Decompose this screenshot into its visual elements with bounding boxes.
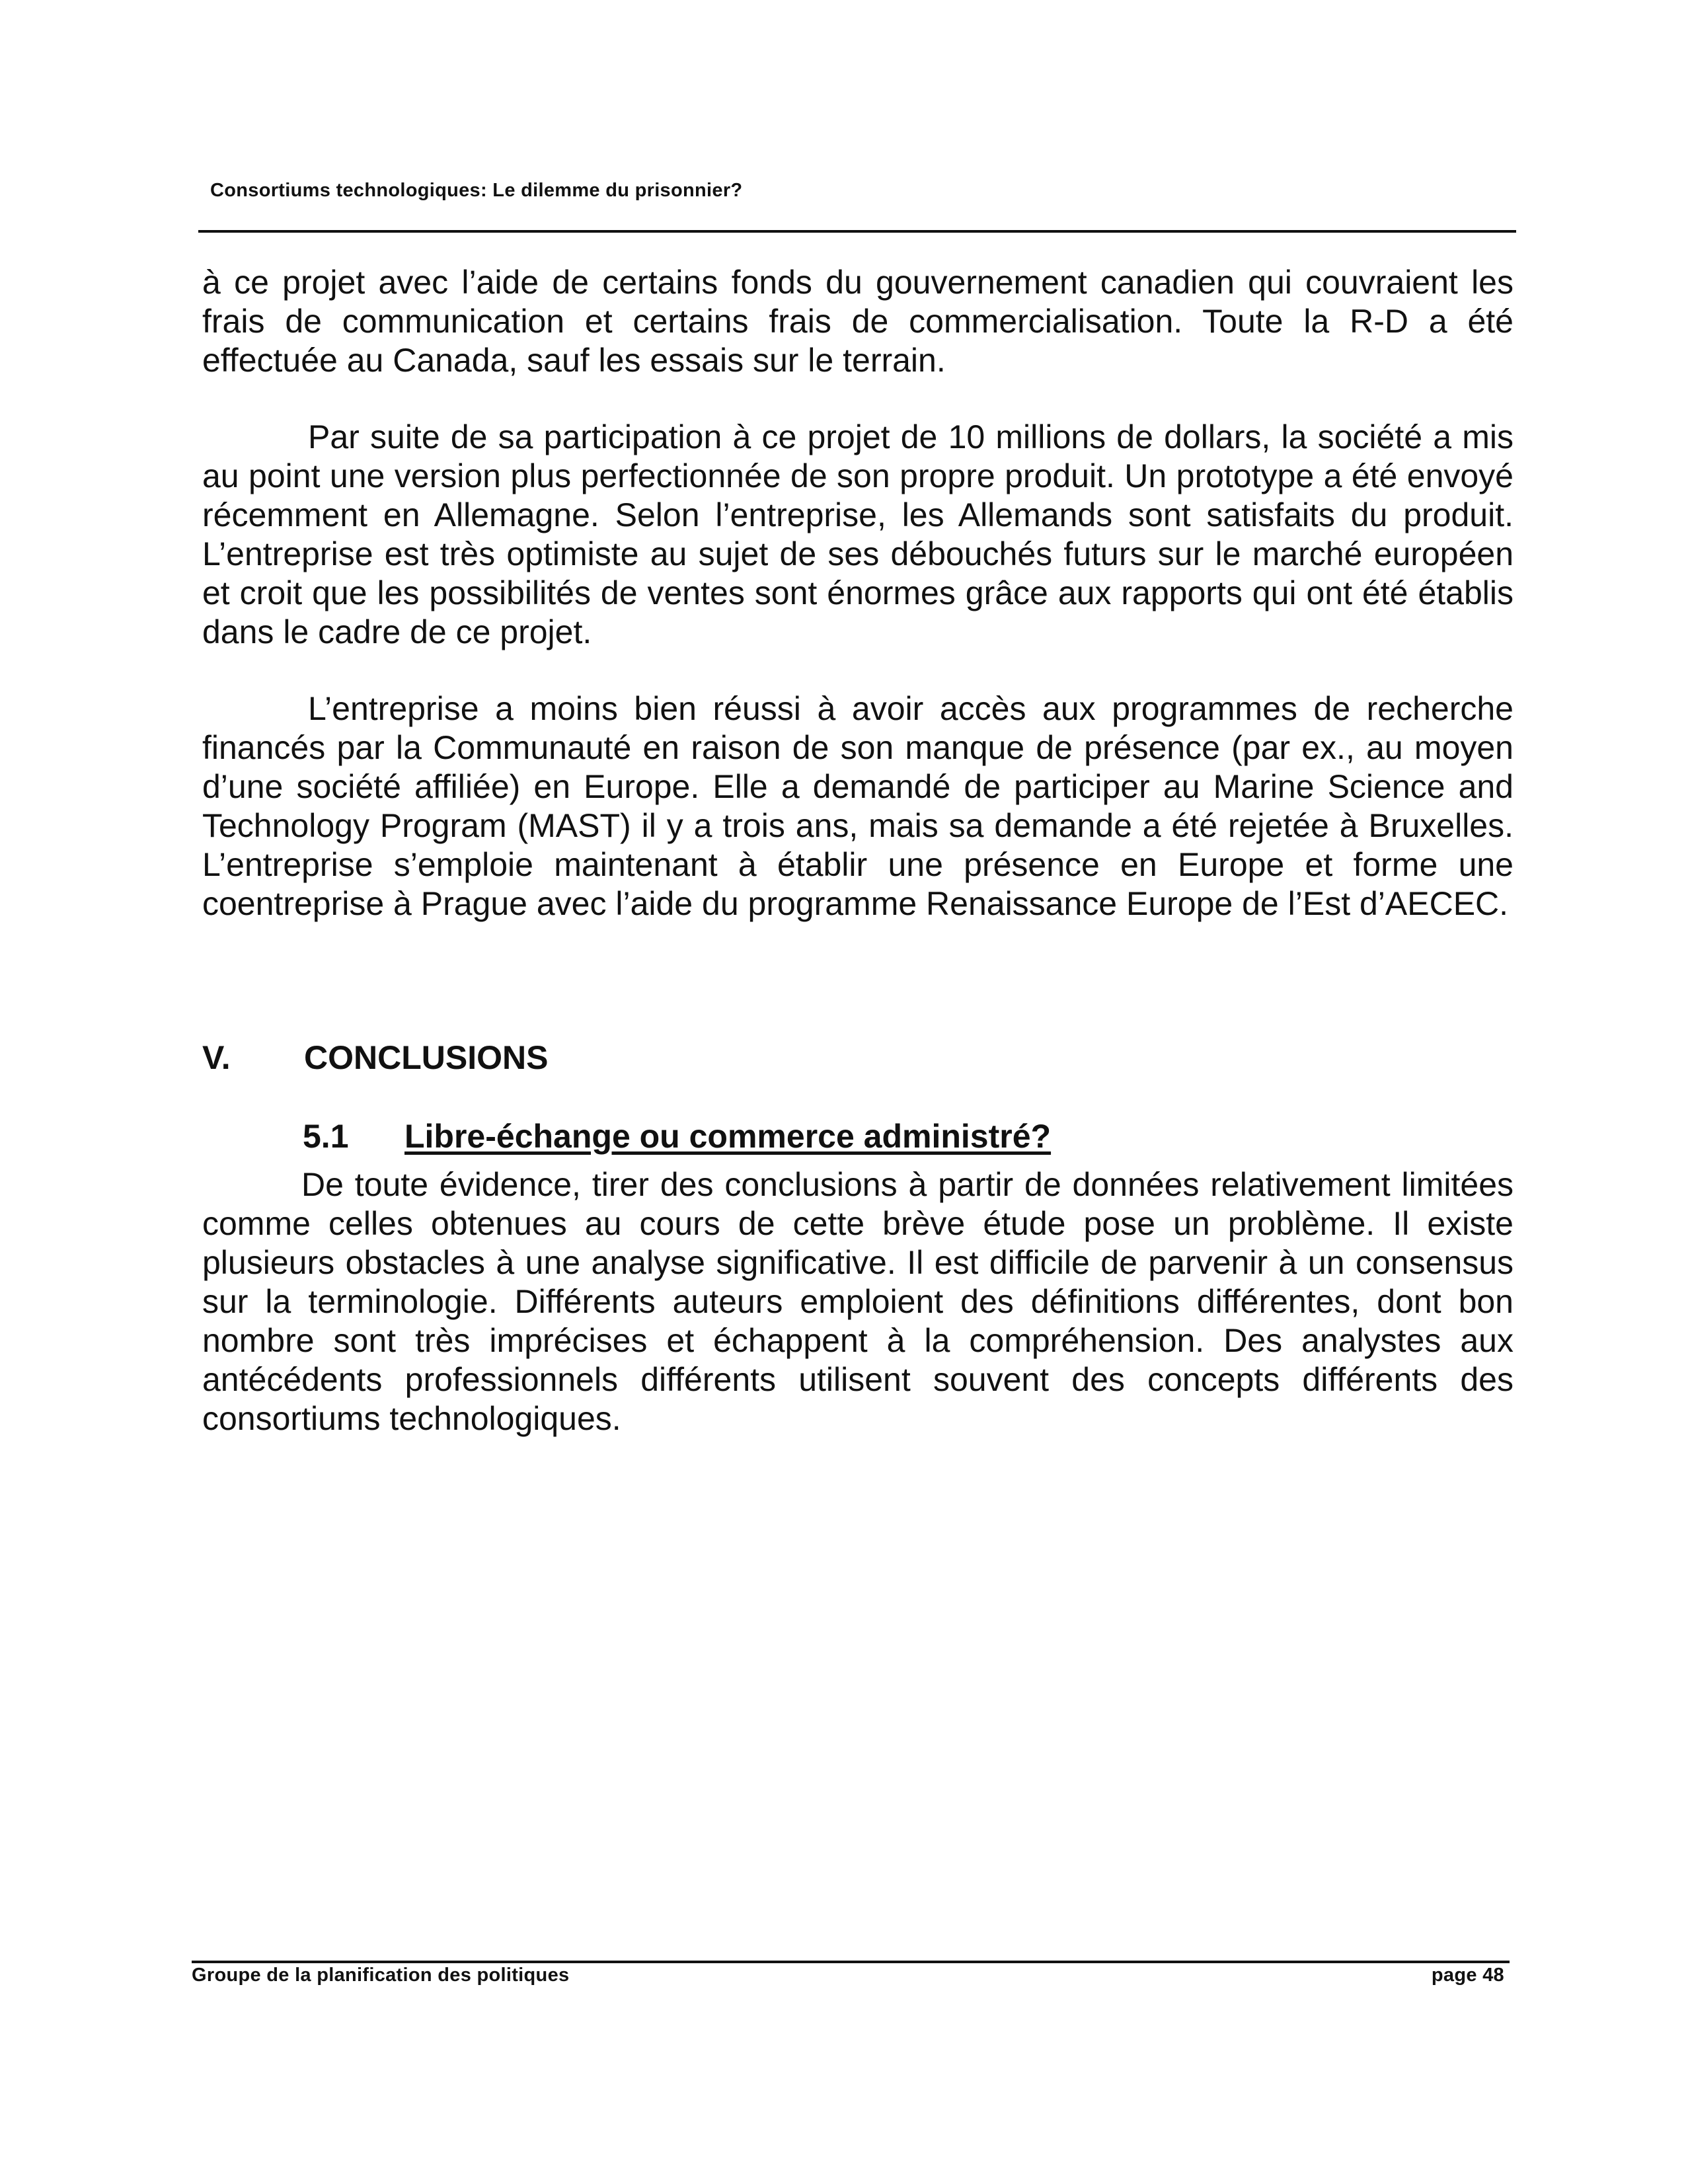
paragraph-continuation: à ce projet avec l’aide de certains fonds du gouvernement canadien qui couvraient les frais de communication et certains frais de commercialisation. Toute la R-D a été effectuée au Canada, sauf les essais sur le terrain. [202, 264, 1514, 379]
running-header: Consortiums technologiques: Le dilemme du prisonnier? [210, 180, 743, 201]
paragraph-conclusions: De toute évidence, tirer des conclusions à partir de données relativement limitées comme celles obtenues au cours de cette brève étude pose un problème. Il existe plusieurs obstacles à une analyse significative. Il est difficile de parvenir à un consensus sur la terminologie. Différents auteurs emploient des définitions différentes, dont bon nombre sont très imprécises et échappent à la compréhension. Des analystes aux antécédents professionnels différents utilisent souvent des concepts différents des consortiums technologiques. [202, 1166, 1514, 1437]
section-heading: CONCLUSIONS [304, 1039, 549, 1076]
header-divider [198, 230, 1516, 233]
paragraph-community-programs: L’entreprise a moins bien réussi à avoir accès aux programmes de recherche financés par la Communauté en raison de son manque de présence (par ex., au moyen d’une société affiliée) en Europe. Elle a demandé de participer au Marine Science and Technology Program (MAST) il y a trois ans, mais sa demande a été rejetée à Bruxelles. L’entreprise s’emploie maintenant à établir une présence en Europe et forme une coentreprise à Prague avec l’aide du programme Renaissance Europe de l’Est d’AECEC. [202, 690, 1514, 922]
subsection-heading: Libre-échange ou commerce administré? [404, 1118, 1052, 1155]
footer-divider [192, 1961, 1510, 1963]
footer-organization: Groupe de la planification des politiques [192, 1965, 570, 1986]
paragraph-prototype: Par suite de sa participation à ce projet de 10 millions de dollars, la société a mis au point une version plus perfectionnée de son propre produit. Un prototype a été envoyé récemment en Allemagne. Selon l’entreprise, les Allemands sont satisfaits du produit. L’entreprise est très optimiste au sujet de ses débouchés futurs sur le marché européen et croit que les possibilités de ventes sont énormes grâce aux rapports qui ont été établis dans le cadre de ce projet. [202, 418, 1514, 650]
subsection-number: 5.1 [303, 1118, 349, 1155]
page-number: page 48 [1431, 1965, 1504, 1986]
section-number: V. [202, 1039, 231, 1076]
